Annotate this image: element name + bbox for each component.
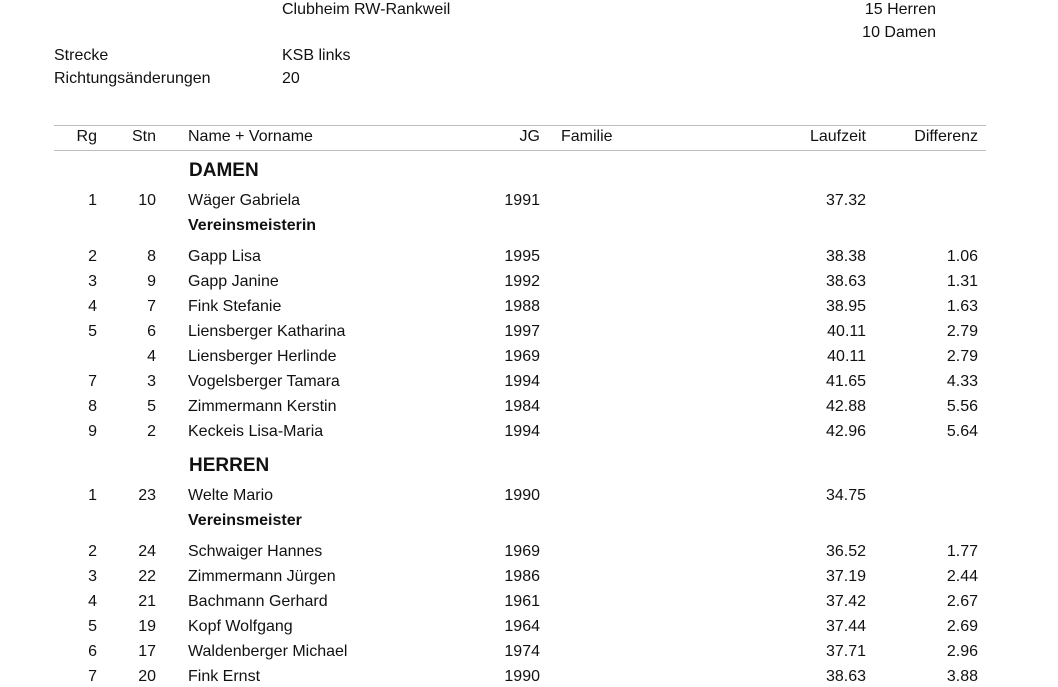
rank: 6 bbox=[88, 643, 97, 660]
birth-year: 1990 bbox=[504, 668, 540, 685]
time-difference: 1.31 bbox=[946, 273, 978, 290]
header-top-rule bbox=[54, 125, 986, 126]
run-time: 38.63 bbox=[825, 273, 866, 290]
birth-year: 1994 bbox=[504, 423, 540, 440]
start-number: 22 bbox=[138, 568, 156, 585]
start-number: 10 bbox=[138, 192, 156, 209]
time-difference: 1.77 bbox=[946, 543, 978, 560]
header-bottom-rule bbox=[54, 150, 986, 151]
rank: 5 bbox=[88, 323, 97, 340]
athlete-name: Wäger Gabriela bbox=[188, 192, 301, 209]
rank: 1 bbox=[88, 192, 97, 209]
run-time: 41.65 bbox=[825, 373, 866, 390]
start-number: 24 bbox=[138, 543, 156, 560]
athlete-name: Welte Mario bbox=[188, 487, 274, 504]
time-difference: 3.88 bbox=[946, 668, 978, 685]
rank: 7 bbox=[88, 668, 97, 685]
rank: 5 bbox=[88, 618, 97, 635]
time-difference: 2.79 bbox=[946, 348, 978, 365]
rank: 3 bbox=[88, 273, 97, 290]
athlete-name: Vogelsberger Tamara bbox=[188, 373, 340, 390]
venue: Clubheim RW-Rankweil bbox=[282, 1, 451, 18]
start-number: 21 bbox=[138, 593, 156, 610]
run-time: 38.63 bbox=[825, 668, 866, 685]
birth-year: 1969 bbox=[504, 348, 540, 365]
athlete-name: Fink Ernst bbox=[188, 668, 261, 685]
champion-title: Vereinsmeisterin bbox=[188, 217, 317, 234]
start-number: 19 bbox=[138, 618, 156, 635]
table-row bbox=[0, 486, 1058, 506]
time-difference: 2.69 bbox=[946, 618, 978, 635]
rank: 2 bbox=[88, 248, 97, 265]
birth-year: 1991 bbox=[504, 192, 540, 209]
time-difference: 2.67 bbox=[946, 593, 978, 610]
richtung-label: Richtungsänderungen bbox=[54, 70, 211, 87]
time-difference: 2.44 bbox=[946, 568, 978, 585]
table-row bbox=[0, 542, 1058, 562]
champion-title: Vereinsmeister bbox=[188, 512, 302, 529]
birth-year: 1964 bbox=[504, 618, 540, 635]
start-number: 7 bbox=[147, 298, 156, 315]
table-row bbox=[0, 642, 1058, 662]
birth-year: 1986 bbox=[504, 568, 540, 585]
start-number: 9 bbox=[147, 273, 156, 290]
col-jg: JG bbox=[519, 128, 540, 145]
rank: 4 bbox=[88, 298, 97, 315]
rank: 9 bbox=[88, 423, 97, 440]
run-time: 36.52 bbox=[825, 543, 866, 560]
birth-year: 1990 bbox=[504, 487, 540, 504]
start-number: 17 bbox=[138, 643, 156, 660]
strecke-label: Strecke bbox=[54, 47, 109, 64]
table-row bbox=[0, 247, 1058, 267]
rank: 2 bbox=[88, 543, 97, 560]
athlete-name: Gapp Janine bbox=[188, 273, 279, 290]
start-number: 6 bbox=[147, 323, 156, 340]
athlete-name: Bachmann Gerhard bbox=[188, 593, 328, 610]
athlete-name: Liensberger Herlinde bbox=[188, 348, 337, 365]
col-name: Name + Vorname bbox=[188, 128, 313, 145]
table-row bbox=[0, 567, 1058, 587]
start-number: 23 bbox=[138, 487, 156, 504]
rank: 3 bbox=[88, 568, 97, 585]
count-herren: 15 Herren bbox=[864, 1, 936, 18]
run-time: 38.38 bbox=[825, 248, 866, 265]
table-row bbox=[0, 297, 1058, 317]
athlete-name: Zimmermann Jürgen bbox=[188, 568, 336, 585]
rank: 7 bbox=[88, 373, 97, 390]
rank: 8 bbox=[88, 398, 97, 415]
section-title: DAMEN bbox=[189, 160, 259, 181]
birth-year: 1988 bbox=[504, 298, 540, 315]
count-damen: 10 Damen bbox=[862, 24, 936, 41]
champion-label bbox=[0, 511, 1058, 531]
athlete-name: Liensberger Katharina bbox=[188, 323, 346, 340]
col-stn: Stn bbox=[131, 128, 156, 145]
run-time: 40.11 bbox=[827, 323, 866, 340]
run-time: 40.11 bbox=[827, 348, 866, 365]
strecke-value: KSB links bbox=[282, 47, 351, 64]
start-number: 8 bbox=[147, 248, 156, 265]
col-familie: Familie bbox=[561, 128, 613, 145]
col-differenz: Differenz bbox=[914, 128, 978, 145]
run-time: 37.44 bbox=[825, 618, 866, 635]
time-difference: 1.06 bbox=[946, 248, 978, 265]
section-heading bbox=[0, 161, 1058, 181]
start-number: 20 bbox=[138, 668, 156, 685]
section-heading bbox=[0, 456, 1058, 476]
start-number: 5 bbox=[147, 398, 156, 415]
athlete-name: Keckeis Lisa-Maria bbox=[188, 423, 324, 440]
table-row bbox=[0, 347, 1058, 367]
athlete-name: Gapp Lisa bbox=[188, 248, 261, 265]
birth-year: 1984 bbox=[504, 398, 540, 415]
athlete-name: Schwaiger Hannes bbox=[188, 543, 323, 560]
athlete-name: Kopf Wolfgang bbox=[188, 618, 293, 635]
richtung-value: 20 bbox=[282, 70, 300, 87]
champion-label bbox=[0, 216, 1058, 236]
run-time: 37.32 bbox=[825, 192, 866, 209]
table-row bbox=[0, 322, 1058, 342]
run-time: 37.71 bbox=[825, 643, 866, 660]
table-row bbox=[0, 617, 1058, 637]
athlete-name: Waldenberger Michael bbox=[188, 643, 348, 660]
run-time: 38.95 bbox=[825, 298, 866, 315]
column-header-row bbox=[0, 127, 1058, 147]
time-difference: 4.33 bbox=[946, 373, 978, 390]
table-row bbox=[0, 191, 1058, 211]
run-time: 37.42 bbox=[825, 593, 866, 610]
birth-year: 1969 bbox=[504, 543, 540, 560]
athlete-name: Zimmermann Kerstin bbox=[188, 398, 337, 415]
athlete-name: Fink Stefanie bbox=[188, 298, 282, 315]
birth-year: 1997 bbox=[504, 323, 540, 340]
table-row bbox=[0, 422, 1058, 442]
rank: 1 bbox=[88, 487, 97, 504]
run-time: 34.75 bbox=[825, 487, 866, 504]
start-number: 3 bbox=[147, 373, 156, 390]
time-difference: 5.56 bbox=[946, 398, 978, 415]
col-rg: Rg bbox=[76, 128, 97, 145]
time-difference: 2.96 bbox=[946, 643, 978, 660]
birth-year: 1994 bbox=[504, 373, 540, 390]
birth-year: 1995 bbox=[504, 248, 540, 265]
table-row bbox=[0, 592, 1058, 612]
table-row bbox=[0, 272, 1058, 292]
birth-year: 1961 bbox=[504, 593, 540, 610]
section-title: HERREN bbox=[189, 455, 270, 476]
rank: 4 bbox=[88, 593, 97, 610]
run-time: 42.88 bbox=[825, 398, 866, 415]
table-row bbox=[0, 397, 1058, 417]
run-time: 37.19 bbox=[825, 568, 866, 585]
start-number: 4 bbox=[147, 348, 156, 365]
col-laufzeit: Laufzeit bbox=[809, 128, 866, 145]
time-difference: 5.64 bbox=[946, 423, 978, 440]
table-row bbox=[0, 667, 1058, 687]
time-difference: 2.79 bbox=[946, 323, 978, 340]
run-time: 42.96 bbox=[825, 423, 866, 440]
start-number: 2 bbox=[147, 423, 156, 440]
table-row bbox=[0, 372, 1058, 392]
birth-year: 1992 bbox=[504, 273, 540, 290]
time-difference: 1.63 bbox=[946, 298, 978, 315]
birth-year: 1974 bbox=[504, 643, 540, 660]
